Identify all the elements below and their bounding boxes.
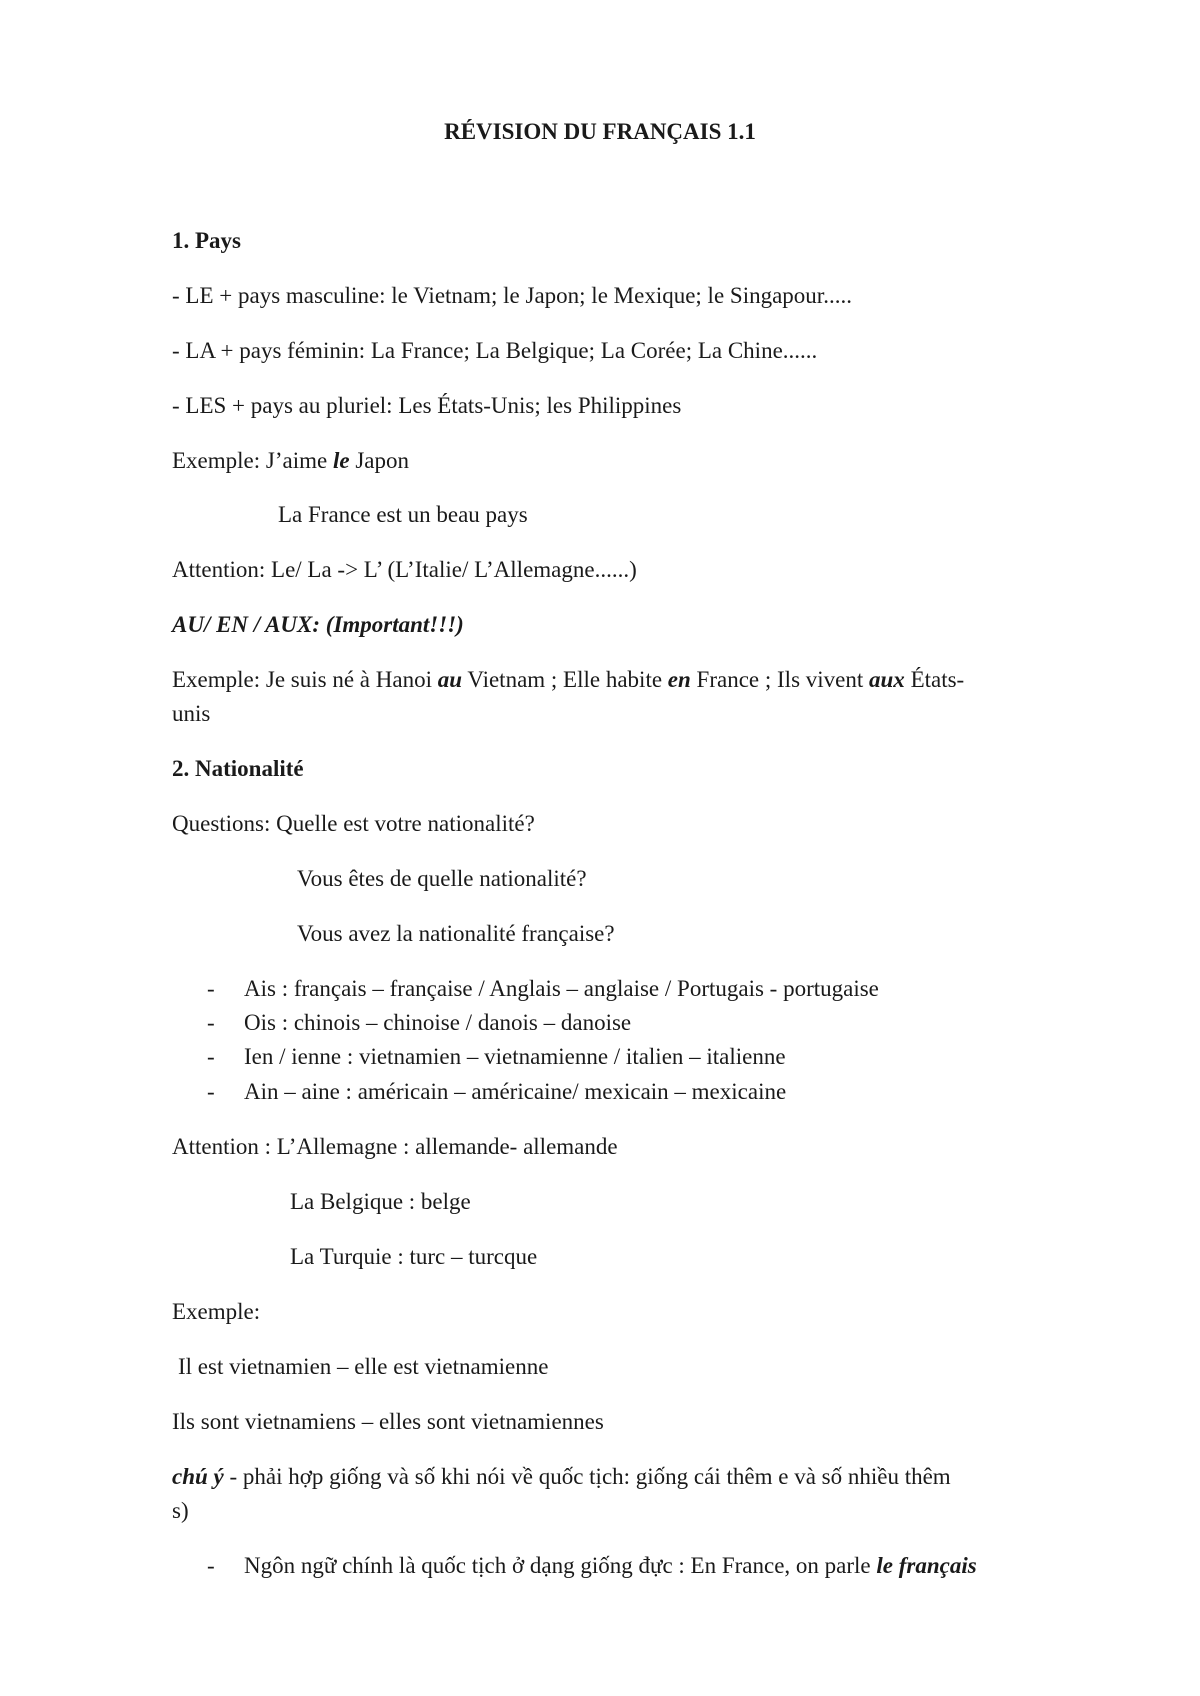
text-run: Exemple: J’aime <box>172 448 333 473</box>
example-japon <box>172 444 409 478</box>
exemple-label: Exemple: <box>172 1299 261 1324</box>
bullet-language <box>244 1549 977 1583</box>
emphasis: chú ý <box>172 1464 224 1489</box>
example-plural: Ils sont vietnamiens – elles sont vietnamiennes <box>172 1409 604 1434</box>
text-run: - phải hợp giống và số khi nói về quốc tịch: giống cái thêm e và số nhiều thêm <box>223 1464 951 1489</box>
au-en-aux-heading: AU/ EN / AUX: (Important!!!) <box>172 612 464 637</box>
bullet-marker: - <box>207 1010 215 1035</box>
text-run: Ngôn ngữ chính là quốc tịch ở dạng giống đực : En France, on parle <box>244 1553 877 1578</box>
emphasis: aux <box>869 667 905 692</box>
attention-elision: Attention: Le/ La -> L’ (L’Italie/ L’Allemagne......) <box>172 557 637 582</box>
bullet-ain: Ain – aine : américain – américaine/ mexicain – mexicaine <box>244 1079 787 1104</box>
rule-le: - LE + pays masculine: le Vietnam; le Japon; le Mexique; le Singapour..... <box>172 283 852 308</box>
example-france: La France est un beau pays <box>278 502 528 527</box>
example-singular: Il est vietnamien – elle est vietnamienne <box>178 1354 549 1379</box>
text-run: Exemple: Je suis né à Hanoi <box>172 667 438 692</box>
question-3: Vous avez la nationalité française? <box>297 921 615 946</box>
bullet-marker: - <box>207 1044 215 1069</box>
page-title: RÉVISION DU FRANÇAIS 1.1 <box>444 119 756 144</box>
example-au-en-aux-cont: unis <box>172 701 211 726</box>
text-run: Japon <box>349 448 409 473</box>
bullet-ien: Ien / ienne : vietnamien – vietnamienne / italien – italienne <box>244 1044 786 1069</box>
emphasis: au <box>437 667 463 692</box>
rule-les: - LES + pays au pluriel: Les États-Unis; les Philippines <box>172 393 682 418</box>
emphasis: en <box>667 667 691 692</box>
bullet-marker: - <box>207 1553 215 1578</box>
bullet-ais: Ais : français – française / Anglais – anglaise / Portugais - portugaise <box>244 976 879 1001</box>
emphasis: le français <box>876 1553 977 1578</box>
question-1: Questions: Quelle est votre nationalité? <box>172 811 535 836</box>
attention-turquie: La Turquie : turc – turcque <box>290 1244 538 1269</box>
note-agreement-cont: s) <box>172 1498 189 1523</box>
text-run: France ; Ils vivent <box>690 667 870 692</box>
bullet-ois: Ois : chinois – chinoise / danois – danoise <box>244 1010 632 1035</box>
bullet-marker: - <box>207 1079 215 1104</box>
attention-allemagne: Attention : L’Allemagne : allemande- allemande <box>172 1134 618 1159</box>
section-heading-nationalite: 2. Nationalité <box>172 756 304 781</box>
text-run: Vietnam ; Elle habite <box>462 667 668 692</box>
bullet-marker: - <box>207 976 215 1001</box>
example-au-en-aux <box>172 663 964 697</box>
emphasis: le <box>332 448 350 473</box>
text-run: États- <box>904 667 965 692</box>
question-2: Vous êtes de quelle nationalité? <box>297 866 587 891</box>
attention-belgique: La Belgique : belge <box>290 1189 471 1214</box>
rule-la: - LA + pays féminin: La France; La Belgique; La Corée; La Chine...... <box>172 338 818 363</box>
note-agreement <box>172 1460 951 1494</box>
section-heading-pays: 1. Pays <box>172 228 241 253</box>
